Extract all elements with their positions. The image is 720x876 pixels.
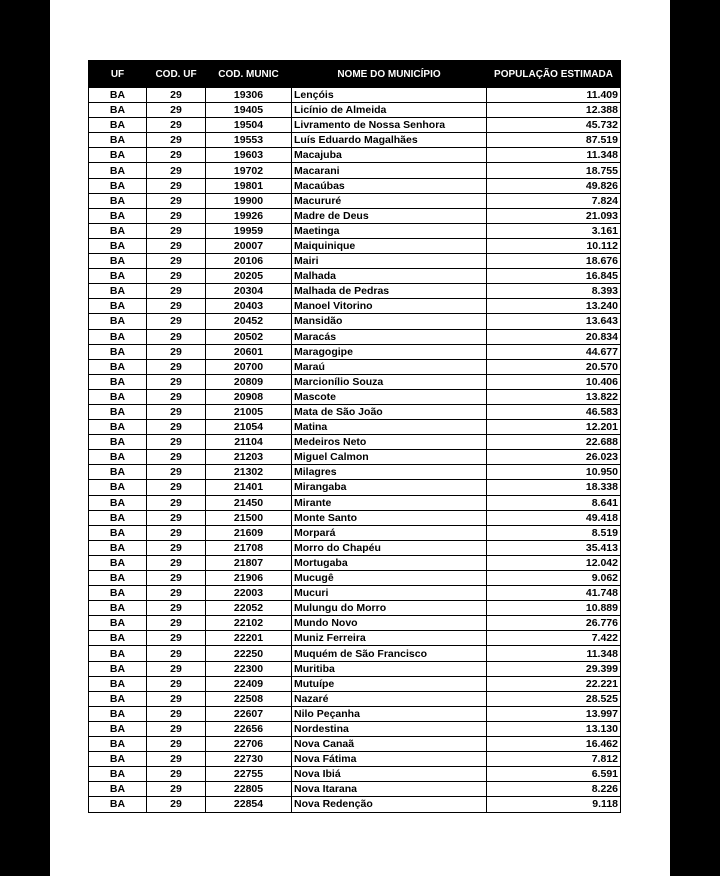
- cod-uf-cell: 29: [147, 495, 206, 510]
- cod-uf-cell: 29: [147, 420, 206, 435]
- table-row: [89, 299, 621, 314]
- cod-munic-cell: 20908: [206, 389, 292, 404]
- uf-cell: BA: [89, 525, 147, 540]
- uf-cell: BA: [89, 752, 147, 767]
- cod-uf-cell: 29: [147, 148, 206, 163]
- cod-munic-cell: 20809: [206, 374, 292, 389]
- uf-cell: BA: [89, 254, 147, 269]
- cod-uf-cell: 29: [147, 465, 206, 480]
- uf-cell: BA: [89, 510, 147, 525]
- table-row: [89, 88, 621, 103]
- population-cell: 26.776: [487, 616, 621, 631]
- population-cell: 11.348: [487, 646, 621, 661]
- cod-uf-cell: 29: [147, 359, 206, 374]
- municipality-name-cell: Nova Fátima: [292, 752, 487, 767]
- cod-uf-cell: 29: [147, 88, 206, 103]
- cod-uf-cell: 29: [147, 254, 206, 269]
- table-row: [89, 540, 621, 555]
- cod-uf-cell: 29: [147, 314, 206, 329]
- cod-munic-cell: 20304: [206, 284, 292, 299]
- cod-uf-cell: 29: [147, 223, 206, 238]
- cod-uf-cell: 29: [147, 631, 206, 646]
- table-row: [89, 706, 621, 721]
- uf-cell: BA: [89, 782, 147, 797]
- cod-uf-cell: 29: [147, 329, 206, 344]
- municipality-name-cell: Matina: [292, 420, 487, 435]
- table-row: [89, 254, 621, 269]
- uf-cell: BA: [89, 495, 147, 510]
- population-cell: 7.422: [487, 631, 621, 646]
- population-cell: 9.118: [487, 797, 621, 812]
- cod-uf-cell: 29: [147, 299, 206, 314]
- uf-cell: BA: [89, 163, 147, 178]
- cod-uf-cell: 29: [147, 737, 206, 752]
- cod-munic-cell: 21906: [206, 571, 292, 586]
- municipality-name-cell: Lençóis: [292, 88, 487, 103]
- table-row: [89, 661, 621, 676]
- municipality-name-cell: Mulungu do Morro: [292, 601, 487, 616]
- municipality-name-cell: Manoel Vitorino: [292, 299, 487, 314]
- table-row: [89, 676, 621, 691]
- population-cell: 87.519: [487, 133, 621, 148]
- municipality-name-cell: Mundo Novo: [292, 616, 487, 631]
- population-cell: 13.130: [487, 721, 621, 736]
- population-cell: 18.755: [487, 163, 621, 178]
- cod-munic-cell: 21302: [206, 465, 292, 480]
- population-cell: 16.462: [487, 737, 621, 752]
- cod-uf-cell: 29: [147, 374, 206, 389]
- population-cell: 13.643: [487, 314, 621, 329]
- table-row: [89, 148, 621, 163]
- cod-uf-cell: 29: [147, 571, 206, 586]
- municipality-name-cell: Milagres: [292, 465, 487, 480]
- municipality-name-cell: Medeiros Neto: [292, 435, 487, 450]
- population-cell: 18.676: [487, 254, 621, 269]
- cod-munic-cell: 19405: [206, 103, 292, 118]
- uf-cell: BA: [89, 767, 147, 782]
- population-cell: 8.519: [487, 525, 621, 540]
- cod-munic-cell: 19603: [206, 148, 292, 163]
- municipality-population-table: [88, 60, 621, 813]
- cod-munic-cell: 21450: [206, 495, 292, 510]
- cod-munic-cell: 21203: [206, 450, 292, 465]
- cod-munic-cell: 19801: [206, 178, 292, 193]
- municipality-name-cell: Mutuípe: [292, 676, 487, 691]
- municipality-name-cell: Marcionílio Souza: [292, 374, 487, 389]
- cod-munic-cell: 22607: [206, 706, 292, 721]
- population-cell: 49.418: [487, 510, 621, 525]
- population-cell: 35.413: [487, 540, 621, 555]
- population-cell: 9.062: [487, 571, 621, 586]
- population-cell: 11.348: [487, 148, 621, 163]
- table-row: [89, 238, 621, 253]
- population-cell: 49.826: [487, 178, 621, 193]
- uf-cell: BA: [89, 329, 147, 344]
- municipality-name-cell: Mortugaba: [292, 555, 487, 570]
- cod-uf-cell: 29: [147, 163, 206, 178]
- population-cell: 11.409: [487, 88, 621, 103]
- municipality-name-cell: Macururé: [292, 193, 487, 208]
- municipality-name-cell: Nilo Peçanha: [292, 706, 487, 721]
- cod-munic-cell: 21500: [206, 510, 292, 525]
- uf-cell: BA: [89, 208, 147, 223]
- population-cell: 13.240: [487, 299, 621, 314]
- uf-cell: BA: [89, 374, 147, 389]
- cod-munic-cell: 19504: [206, 118, 292, 133]
- uf-cell: BA: [89, 178, 147, 193]
- table-row: [89, 616, 621, 631]
- header-uf: UF: [89, 61, 147, 88]
- table-row: [89, 480, 621, 495]
- cod-uf-cell: 29: [147, 616, 206, 631]
- cod-munic-cell: 21401: [206, 480, 292, 495]
- municipality-name-cell: Maetinga: [292, 223, 487, 238]
- uf-cell: BA: [89, 676, 147, 691]
- table-row: [89, 465, 621, 480]
- table-row: [89, 359, 621, 374]
- uf-cell: BA: [89, 586, 147, 601]
- municipality-name-cell: Mirangaba: [292, 480, 487, 495]
- header-cod-uf: COD. UF: [147, 61, 206, 88]
- municipality-name-cell: Mucugê: [292, 571, 487, 586]
- population-cell: 16.845: [487, 269, 621, 284]
- cod-munic-cell: 21708: [206, 540, 292, 555]
- cod-uf-cell: 29: [147, 782, 206, 797]
- table-row: [89, 284, 621, 299]
- table-row: [89, 344, 621, 359]
- uf-cell: BA: [89, 480, 147, 495]
- population-cell: 28.525: [487, 691, 621, 706]
- population-cell: 29.399: [487, 661, 621, 676]
- table-row: [89, 767, 621, 782]
- municipality-name-cell: Maraú: [292, 359, 487, 374]
- cod-uf-cell: 29: [147, 208, 206, 223]
- municipality-name-cell: Nova Ibiá: [292, 767, 487, 782]
- cod-munic-cell: 19702: [206, 163, 292, 178]
- uf-cell: BA: [89, 721, 147, 736]
- cod-munic-cell: 20601: [206, 344, 292, 359]
- population-cell: 10.950: [487, 465, 621, 480]
- cod-uf-cell: 29: [147, 133, 206, 148]
- cod-munic-cell: 19900: [206, 193, 292, 208]
- table-row: [89, 118, 621, 133]
- population-cell: 3.161: [487, 223, 621, 238]
- uf-cell: BA: [89, 646, 147, 661]
- population-cell: 20.570: [487, 359, 621, 374]
- municipality-name-cell: Macarani: [292, 163, 487, 178]
- uf-cell: BA: [89, 737, 147, 752]
- table-row: [89, 737, 621, 752]
- municipality-name-cell: Miguel Calmon: [292, 450, 487, 465]
- cod-munic-cell: 22508: [206, 691, 292, 706]
- cod-munic-cell: 19926: [206, 208, 292, 223]
- cod-uf-cell: 29: [147, 646, 206, 661]
- municipality-name-cell: Maragogipe: [292, 344, 487, 359]
- cod-uf-cell: 29: [147, 510, 206, 525]
- cod-munic-cell: 22656: [206, 721, 292, 736]
- municipality-name-cell: Mairi: [292, 254, 487, 269]
- table-row: [89, 420, 621, 435]
- table-row: [89, 103, 621, 118]
- cod-uf-cell: 29: [147, 103, 206, 118]
- cod-uf-cell: 29: [147, 193, 206, 208]
- cod-munic-cell: 22409: [206, 676, 292, 691]
- cod-munic-cell: 22854: [206, 797, 292, 812]
- cod-munic-cell: 21807: [206, 555, 292, 570]
- cod-munic-cell: 22755: [206, 767, 292, 782]
- cod-uf-cell: 29: [147, 118, 206, 133]
- cod-munic-cell: 21104: [206, 435, 292, 450]
- uf-cell: BA: [89, 223, 147, 238]
- population-cell: 8.393: [487, 284, 621, 299]
- cod-uf-cell: 29: [147, 691, 206, 706]
- municipality-name-cell: Malhada: [292, 269, 487, 284]
- uf-cell: BA: [89, 284, 147, 299]
- table-row: [89, 525, 621, 540]
- municipality-name-cell: Licínio de Almeida: [292, 103, 487, 118]
- cod-uf-cell: 29: [147, 767, 206, 782]
- table-row: [89, 133, 621, 148]
- header-row: [89, 61, 621, 88]
- population-cell: 20.834: [487, 329, 621, 344]
- cod-munic-cell: 19306: [206, 88, 292, 103]
- population-cell: 10.112: [487, 238, 621, 253]
- cod-uf-cell: 29: [147, 706, 206, 721]
- table-row: [89, 752, 621, 767]
- cod-uf-cell: 29: [147, 555, 206, 570]
- population-cell: 18.338: [487, 480, 621, 495]
- cod-munic-cell: 20007: [206, 238, 292, 253]
- cod-uf-cell: 29: [147, 540, 206, 555]
- population-cell: 10.406: [487, 374, 621, 389]
- uf-cell: BA: [89, 389, 147, 404]
- table-row: [89, 208, 621, 223]
- table-row: [89, 193, 621, 208]
- cod-munic-cell: 22250: [206, 646, 292, 661]
- municipality-name-cell: Morpará: [292, 525, 487, 540]
- table-body: [89, 88, 621, 813]
- uf-cell: BA: [89, 344, 147, 359]
- population-cell: 22.221: [487, 676, 621, 691]
- uf-cell: BA: [89, 103, 147, 118]
- uf-cell: BA: [89, 616, 147, 631]
- uf-cell: BA: [89, 299, 147, 314]
- municipality-name-cell: Macajuba: [292, 148, 487, 163]
- header-cod-munic: COD. MUNIC: [206, 61, 292, 88]
- uf-cell: BA: [89, 601, 147, 616]
- cod-munic-cell: 20403: [206, 299, 292, 314]
- uf-cell: BA: [89, 314, 147, 329]
- table-row: [89, 586, 621, 601]
- uf-cell: BA: [89, 631, 147, 646]
- municipality-name-cell: Nova Redenção: [292, 797, 487, 812]
- cod-uf-cell: 29: [147, 661, 206, 676]
- cod-uf-cell: 29: [147, 480, 206, 495]
- uf-cell: BA: [89, 118, 147, 133]
- municipality-name-cell: Muquém de São Francisco: [292, 646, 487, 661]
- cod-uf-cell: 29: [147, 284, 206, 299]
- table-header: [89, 61, 621, 88]
- document-page: [50, 0, 670, 876]
- cod-uf-cell: 29: [147, 797, 206, 812]
- population-cell: 12.388: [487, 103, 621, 118]
- table-row: [89, 646, 621, 661]
- uf-cell: BA: [89, 359, 147, 374]
- population-cell: 44.677: [487, 344, 621, 359]
- cod-munic-cell: 22706: [206, 737, 292, 752]
- municipality-name-cell: Monte Santo: [292, 510, 487, 525]
- cod-munic-cell: 22052: [206, 601, 292, 616]
- table-row: [89, 571, 621, 586]
- population-cell: 45.732: [487, 118, 621, 133]
- cod-uf-cell: 29: [147, 721, 206, 736]
- header-populacao-estimada: POPULAÇÃO ESTIMADA: [487, 61, 621, 88]
- uf-cell: BA: [89, 691, 147, 706]
- uf-cell: BA: [89, 435, 147, 450]
- header-nome-municipio: NOME DO MUNICÍPIO: [292, 61, 487, 88]
- municipality-name-cell: Muritiba: [292, 661, 487, 676]
- municipality-name-cell: Mirante: [292, 495, 487, 510]
- population-cell: 7.812: [487, 752, 621, 767]
- uf-cell: BA: [89, 269, 147, 284]
- cod-uf-cell: 29: [147, 435, 206, 450]
- cod-munic-cell: 19553: [206, 133, 292, 148]
- uf-cell: BA: [89, 465, 147, 480]
- cod-munic-cell: 20205: [206, 269, 292, 284]
- cod-uf-cell: 29: [147, 389, 206, 404]
- population-cell: 10.889: [487, 601, 621, 616]
- cod-munic-cell: 20700: [206, 359, 292, 374]
- uf-cell: BA: [89, 661, 147, 676]
- table-row: [89, 223, 621, 238]
- municipality-name-cell: Maracás: [292, 329, 487, 344]
- uf-cell: BA: [89, 148, 147, 163]
- table-row: [89, 178, 621, 193]
- cod-uf-cell: 29: [147, 238, 206, 253]
- population-cell: 46.583: [487, 404, 621, 419]
- municipality-name-cell: Malhada de Pedras: [292, 284, 487, 299]
- cod-munic-cell: 22805: [206, 782, 292, 797]
- uf-cell: BA: [89, 133, 147, 148]
- population-cell: 6.591: [487, 767, 621, 782]
- table-row: [89, 374, 621, 389]
- population-cell: 8.641: [487, 495, 621, 510]
- municipality-name-cell: Nazaré: [292, 691, 487, 706]
- municipality-name-cell: Mascote: [292, 389, 487, 404]
- cod-uf-cell: 29: [147, 676, 206, 691]
- uf-cell: BA: [89, 706, 147, 721]
- uf-cell: BA: [89, 540, 147, 555]
- population-cell: 7.824: [487, 193, 621, 208]
- cod-munic-cell: 22201: [206, 631, 292, 646]
- uf-cell: BA: [89, 88, 147, 103]
- population-cell: 22.688: [487, 435, 621, 450]
- table-row: [89, 450, 621, 465]
- municipality-name-cell: Maiquinique: [292, 238, 487, 253]
- cod-uf-cell: 29: [147, 269, 206, 284]
- table-row: [89, 510, 621, 525]
- municipality-name-cell: Muniz Ferreira: [292, 631, 487, 646]
- table-row: [89, 495, 621, 510]
- municipality-name-cell: Mata de São João: [292, 404, 487, 419]
- table-row: [89, 782, 621, 797]
- cod-munic-cell: 20502: [206, 329, 292, 344]
- municipality-name-cell: Macaúbas: [292, 178, 487, 193]
- uf-cell: BA: [89, 555, 147, 570]
- table-row: [89, 314, 621, 329]
- table-row: [89, 601, 621, 616]
- municipality-name-cell: Nova Itarana: [292, 782, 487, 797]
- uf-cell: BA: [89, 797, 147, 812]
- population-cell: 26.023: [487, 450, 621, 465]
- population-cell: 8.226: [487, 782, 621, 797]
- uf-cell: BA: [89, 450, 147, 465]
- table-row: [89, 631, 621, 646]
- table-row: [89, 555, 621, 570]
- cod-uf-cell: 29: [147, 752, 206, 767]
- population-cell: 12.201: [487, 420, 621, 435]
- table-row: [89, 269, 621, 284]
- table-row: [89, 691, 621, 706]
- population-cell: 12.042: [487, 555, 621, 570]
- table-row: [89, 389, 621, 404]
- municipality-name-cell: Livramento de Nossa Senhora: [292, 118, 487, 133]
- cod-uf-cell: 29: [147, 525, 206, 540]
- cod-munic-cell: 20106: [206, 254, 292, 269]
- municipality-name-cell: Madre de Deus: [292, 208, 487, 223]
- cod-munic-cell: 22300: [206, 661, 292, 676]
- cod-uf-cell: 29: [147, 344, 206, 359]
- cod-munic-cell: 21054: [206, 420, 292, 435]
- cod-munic-cell: 22003: [206, 586, 292, 601]
- table-row: [89, 329, 621, 344]
- cod-munic-cell: 22730: [206, 752, 292, 767]
- table-row: [89, 163, 621, 178]
- cod-uf-cell: 29: [147, 450, 206, 465]
- table-row: [89, 435, 621, 450]
- uf-cell: BA: [89, 404, 147, 419]
- municipality-name-cell: Mansidão: [292, 314, 487, 329]
- population-cell: 13.997: [487, 706, 621, 721]
- municipality-name-cell: Nova Canaã: [292, 737, 487, 752]
- population-cell: 41.748: [487, 586, 621, 601]
- uf-cell: BA: [89, 193, 147, 208]
- cod-munic-cell: 19959: [206, 223, 292, 238]
- cod-uf-cell: 29: [147, 404, 206, 419]
- municipality-name-cell: Mucuri: [292, 586, 487, 601]
- table-row: [89, 721, 621, 736]
- table-row: [89, 404, 621, 419]
- uf-cell: BA: [89, 420, 147, 435]
- population-cell: 21.093: [487, 208, 621, 223]
- cod-uf-cell: 29: [147, 586, 206, 601]
- uf-cell: BA: [89, 238, 147, 253]
- cod-uf-cell: 29: [147, 178, 206, 193]
- cod-munic-cell: 22102: [206, 616, 292, 631]
- table-row: [89, 797, 621, 812]
- uf-cell: BA: [89, 571, 147, 586]
- municipality-name-cell: Nordestina: [292, 721, 487, 736]
- cod-munic-cell: 21005: [206, 404, 292, 419]
- municipality-name-cell: Luís Eduardo Magalhães: [292, 133, 487, 148]
- cod-munic-cell: 21609: [206, 525, 292, 540]
- cod-uf-cell: 29: [147, 601, 206, 616]
- municipality-name-cell: Morro do Chapéu: [292, 540, 487, 555]
- population-cell: 13.822: [487, 389, 621, 404]
- cod-munic-cell: 20452: [206, 314, 292, 329]
